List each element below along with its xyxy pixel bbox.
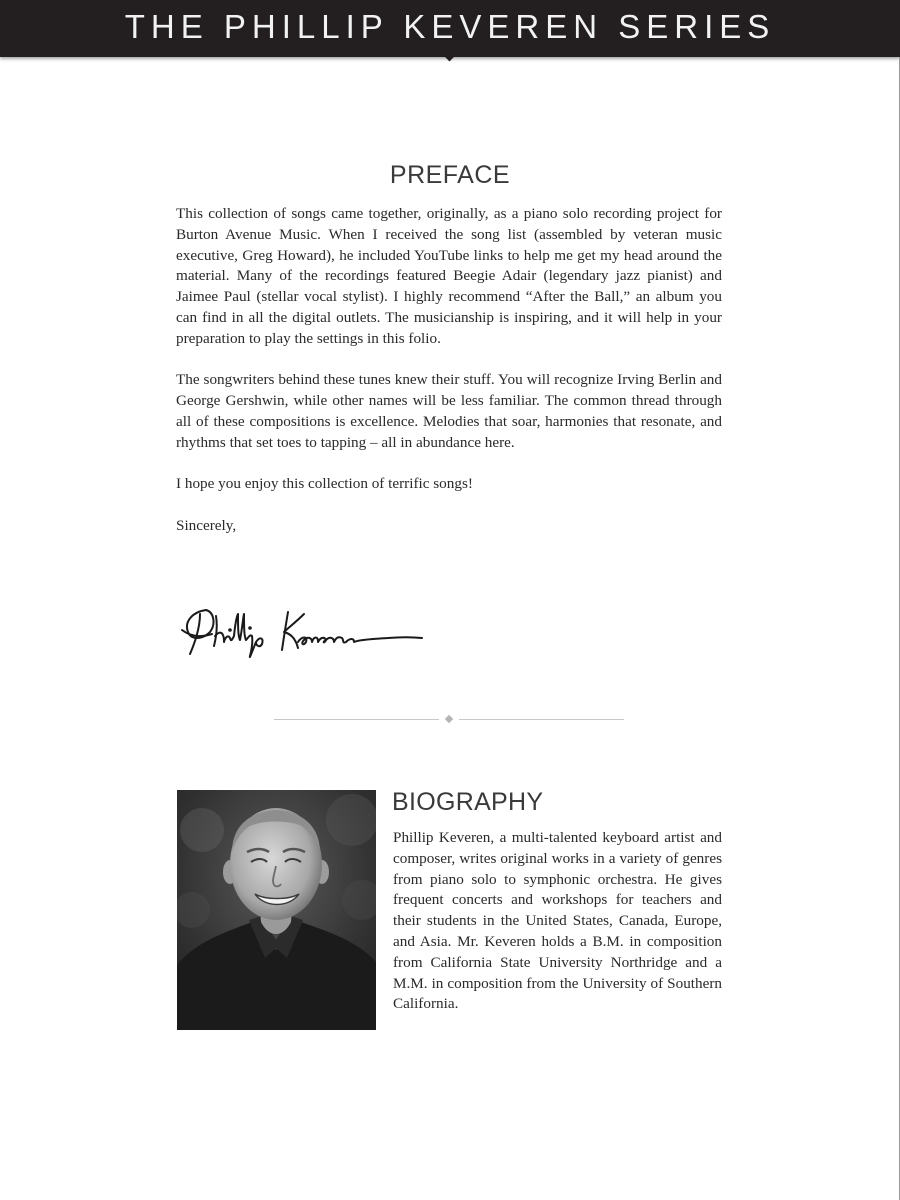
author-photo bbox=[177, 790, 376, 1030]
series-title: THE PHILLIP KEVEREN SERIES bbox=[124, 7, 776, 45]
preface-closing-line: I hope you enjoy this collection of terrific songs! bbox=[176, 475, 473, 493]
divider-diamond bbox=[445, 715, 453, 723]
divider-line-right bbox=[459, 719, 624, 720]
preface-salutation: Sincerely, bbox=[176, 516, 237, 534]
section-divider bbox=[274, 718, 624, 721]
preface-body bbox=[176, 204, 722, 558]
preface-paragraph-1: This collection of songs came together, originally, as a piano solo recording project for Burton Avenue Music. When I received the song list (assembled by veteran music executive, Greg Howard), he included YouTube links to help me get my head around the material. Many of the recordings featured Beegie Adair (legendary jazz pianist) and Jaimee Paul (stellar vocal stylist). I highly recommend “After the Ball,” an album you can find in all the digital outlets. The musicianship is inspiring, and it will help in your preparation to play the settings in this folio. bbox=[176, 205, 722, 347]
divider-line-left bbox=[274, 719, 439, 720]
series-banner bbox=[0, 0, 900, 57]
preface-paragraph-2: The songwriters behind these tunes knew their stuff. You will recognize Irving Berlin and George Gershwin, while other names will be less familiar. The common thread through all of these compositions is excellence. Melodies that soar, harmonies that resonate, and rhythms that set toes to tapping – all in abundance here. bbox=[176, 371, 722, 451]
handwritten-signature bbox=[178, 596, 428, 662]
preface-heading: PREFACE bbox=[389, 161, 511, 189]
biography-heading: BIOGRAPHY bbox=[392, 788, 544, 816]
biography-text: Phillip Keveren, a multi-talented keyboard artist and composer, writes original works in a variety of genres from piano solo to symphonic orchestra. He gives frequent concerts and workshops for teachers and their students in the United States, Canada, Europe, and Asia. Mr. Keveren holds a B.M. in composition from California State University Northridge and a M.M. in composition from the University of Southern California. bbox=[393, 829, 722, 1013]
